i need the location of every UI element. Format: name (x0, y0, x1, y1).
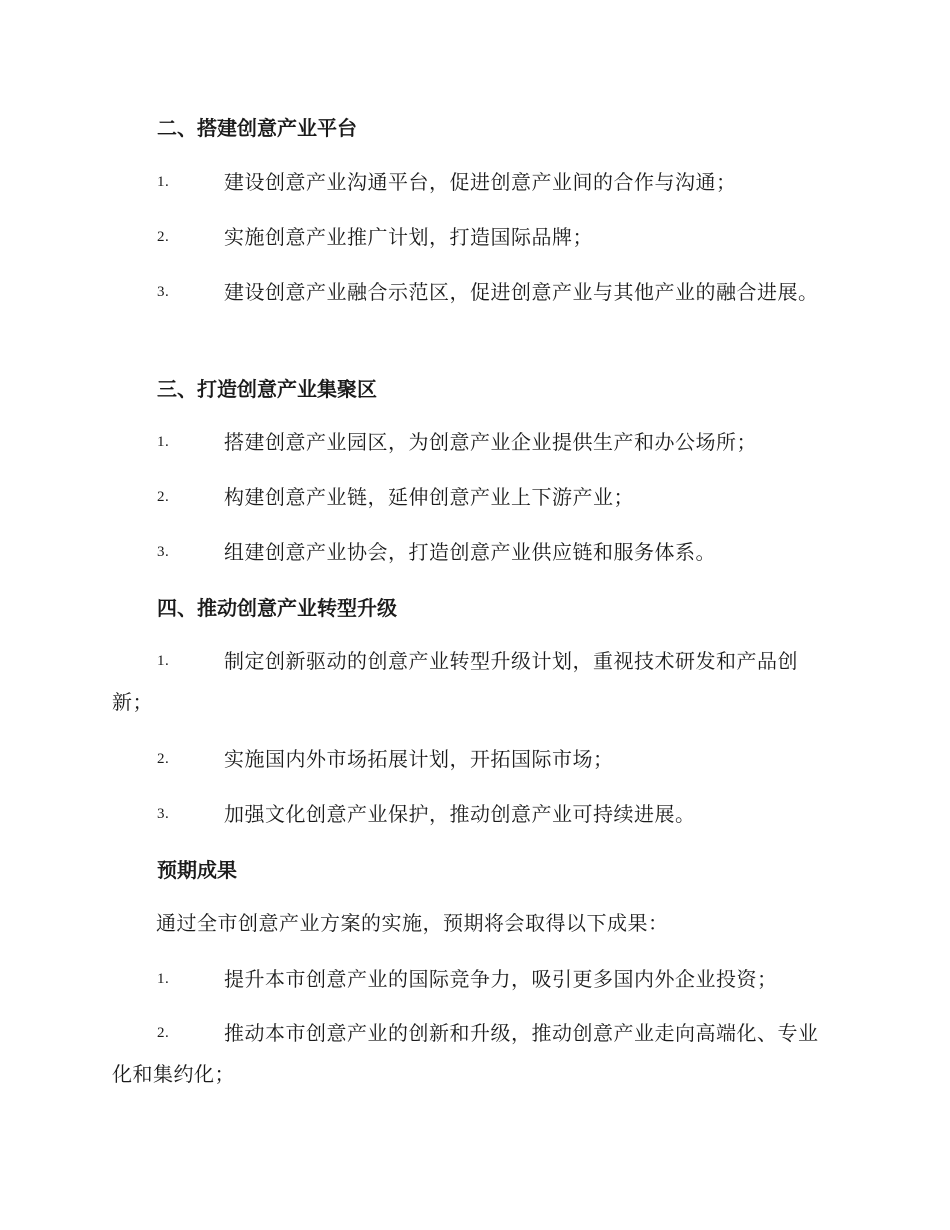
list-item-number: 1. (157, 971, 170, 987)
list-item-text: 制定创新驱动的创意产业转型升级计划，重视技术研发和产品创新； (112, 649, 798, 714)
list-item-number: 2. (157, 489, 170, 505)
list-item (112, 959, 834, 1000)
list-item-number: 3. (157, 284, 170, 300)
list-item (112, 739, 834, 780)
section-heading: 四、推动创意产业转型升级 (157, 596, 397, 620)
list-item-number: 2. (157, 229, 170, 245)
results-intro: 通过全市创意产业方案的实施，预期将会取得以下成果： (156, 911, 669, 935)
section-heading: 二、搭建创意产业平台 (157, 116, 357, 140)
list-item-text: 加强文化创意产业保护，推动创意产业可持续进展。 (224, 802, 696, 826)
list-item-number: 1. (157, 174, 170, 190)
list-item (112, 272, 834, 313)
list-item (112, 641, 834, 723)
list-item-text: 建设创意产业沟通平台，促进创意产业间的合作与沟通； (224, 170, 737, 194)
results-heading: 预期成果 (157, 858, 237, 882)
list-item-number: 3. (157, 806, 170, 822)
list-item-text: 提升本市创意产业的国际竞争力，吸引更多国内外企业投资； (224, 967, 778, 991)
section-heading: 三、打造创意产业集聚区 (157, 377, 377, 401)
list-item-text: 实施国内外市场拓展计划，开拓国际市场； (224, 747, 614, 771)
list-item-number: 2. (157, 1025, 170, 1041)
list-item-number: 2. (157, 751, 170, 767)
list-item-number: 3. (157, 544, 170, 560)
list-item (112, 477, 834, 518)
list-item-number: 1. (157, 434, 170, 450)
list-item-text: 建设创意产业融合示范区，促进创意产业与其他产业的融合进展。 (224, 280, 819, 304)
list-item-number: 1. (157, 653, 170, 669)
list-item-text: 组建创意产业协会，打造创意产业供应链和服务体系。 (224, 540, 716, 564)
list-item-text: 实施创意产业推广计划，打造国际品牌； (224, 225, 593, 249)
list-item (112, 794, 834, 835)
list-item (112, 162, 834, 203)
list-item (112, 1013, 834, 1095)
list-item (112, 217, 834, 258)
list-item-text: 推动本市创意产业的创新和升级，推动创意产业走向高端化、专业化和集约化； (112, 1021, 819, 1086)
list-item-text: 搭建创意产业园区，为创意产业企业提供生产和办公场所； (224, 430, 757, 454)
list-item (112, 422, 834, 463)
list-item (112, 532, 834, 573)
list-item-text: 构建创意产业链，延伸创意产业上下游产业； (224, 485, 634, 509)
